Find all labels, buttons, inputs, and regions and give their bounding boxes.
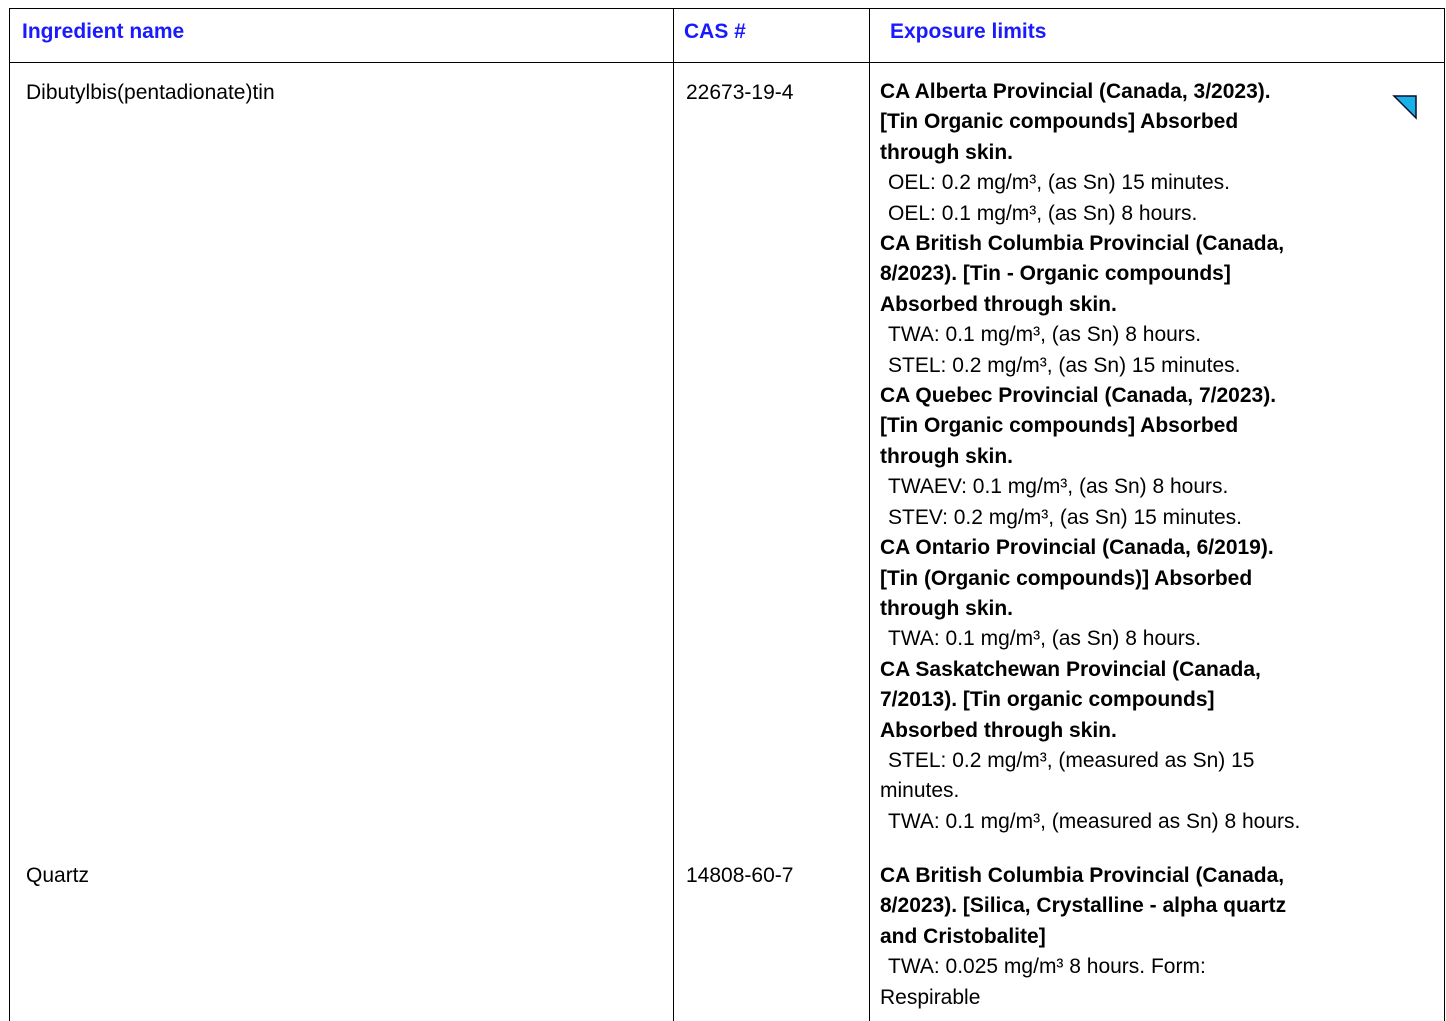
exposure-limits-table: [9, 8, 1445, 1021]
cas-number-cell: 22673-19-4: [686, 81, 794, 104]
exposure-limit-value: STEL: 0.2 mg/m³, (measured as Sn) 15 minutes.: [880, 748, 1255, 803]
exposure-limit-value: OEL: 0.2 mg/m³, (as Sn) 15 minutes.: [888, 171, 1230, 195]
exposure-limit-value: STEL: 0.2 mg/m³, (as Sn) 15 minutes.: [888, 353, 1241, 377]
exposure-limits-cell: [880, 77, 1440, 837]
exposure-limit-value: TWA: 0.025 mg/m³ 8 hours. Form: Respirable: [880, 955, 1206, 1009]
triangle-marker-icon: [1392, 94, 1420, 122]
exposure-limit-value: TWA: 0.1 mg/m³, (as Sn) 8 hours.: [888, 323, 1202, 347]
ingredient-name-cell: Dibutylbis(pentadionate)tin: [26, 81, 275, 104]
exposure-limits-cell: [880, 861, 1440, 1013]
column-header-ingredient-name: Ingredient name: [22, 20, 185, 43]
exposure-limit-value: STEV: 0.2 mg/m³, (as Sn) 15 minutes.: [888, 505, 1243, 529]
exposure-limit-value: OEL: 0.1 mg/m³, (as Sn) 8 hours.: [888, 201, 1198, 225]
exposure-limit-value: TWA: 0.1 mg/m³, (as Sn) 8 hours.: [888, 627, 1202, 651]
table-header-row: [10, 9, 1444, 63]
exposure-limit-value: TWA: 0.1 mg/m³, (measured as Sn) 8 hours.: [888, 809, 1301, 833]
exposure-agency-heading: CA Saskatchewan Provincial (Canada, 7/2013). [Tin organic compounds] Absorbed through skin.: [880, 657, 1261, 742]
column-divider: [673, 9, 674, 1021]
ingredient-name-cell: Quartz: [26, 864, 90, 887]
exposure-agency-heading: CA British Columbia Provincial (Canada, 8/2023). [Tin - Organic compounds] Absorbed through skin.: [880, 232, 1285, 316]
exposure-agency-heading: CA Ontario Provincial (Canada, 6/2019). [Tin (Organic compounds)] Absorbed through skin.: [880, 536, 1274, 620]
exposure-agency-heading: CA British Columbia Provincial (Canada, 8/2023). [Silica, Crystalline - alpha quartz and Cristobalite]: [880, 864, 1287, 948]
exposure-agency-heading: CA Quebec Provincial (Canada, 7/2023). [Tin Organic compounds] Absorbed through skin.: [880, 384, 1277, 468]
exposure-agency-heading: CA Alberta Provincial (Canada, 3/2023). [Tin Organic compounds] Absorbed through skin.: [880, 80, 1271, 164]
column-header-cas-number: CAS #: [684, 20, 746, 43]
exposure-limit-value: TWAEV: 0.1 mg/m³, (as Sn) 8 hours.: [888, 475, 1229, 499]
column-header-exposure-limits: Exposure limits: [890, 20, 1047, 43]
column-divider: [869, 9, 870, 1021]
cas-number-cell: 14808-60-7: [686, 864, 794, 887]
